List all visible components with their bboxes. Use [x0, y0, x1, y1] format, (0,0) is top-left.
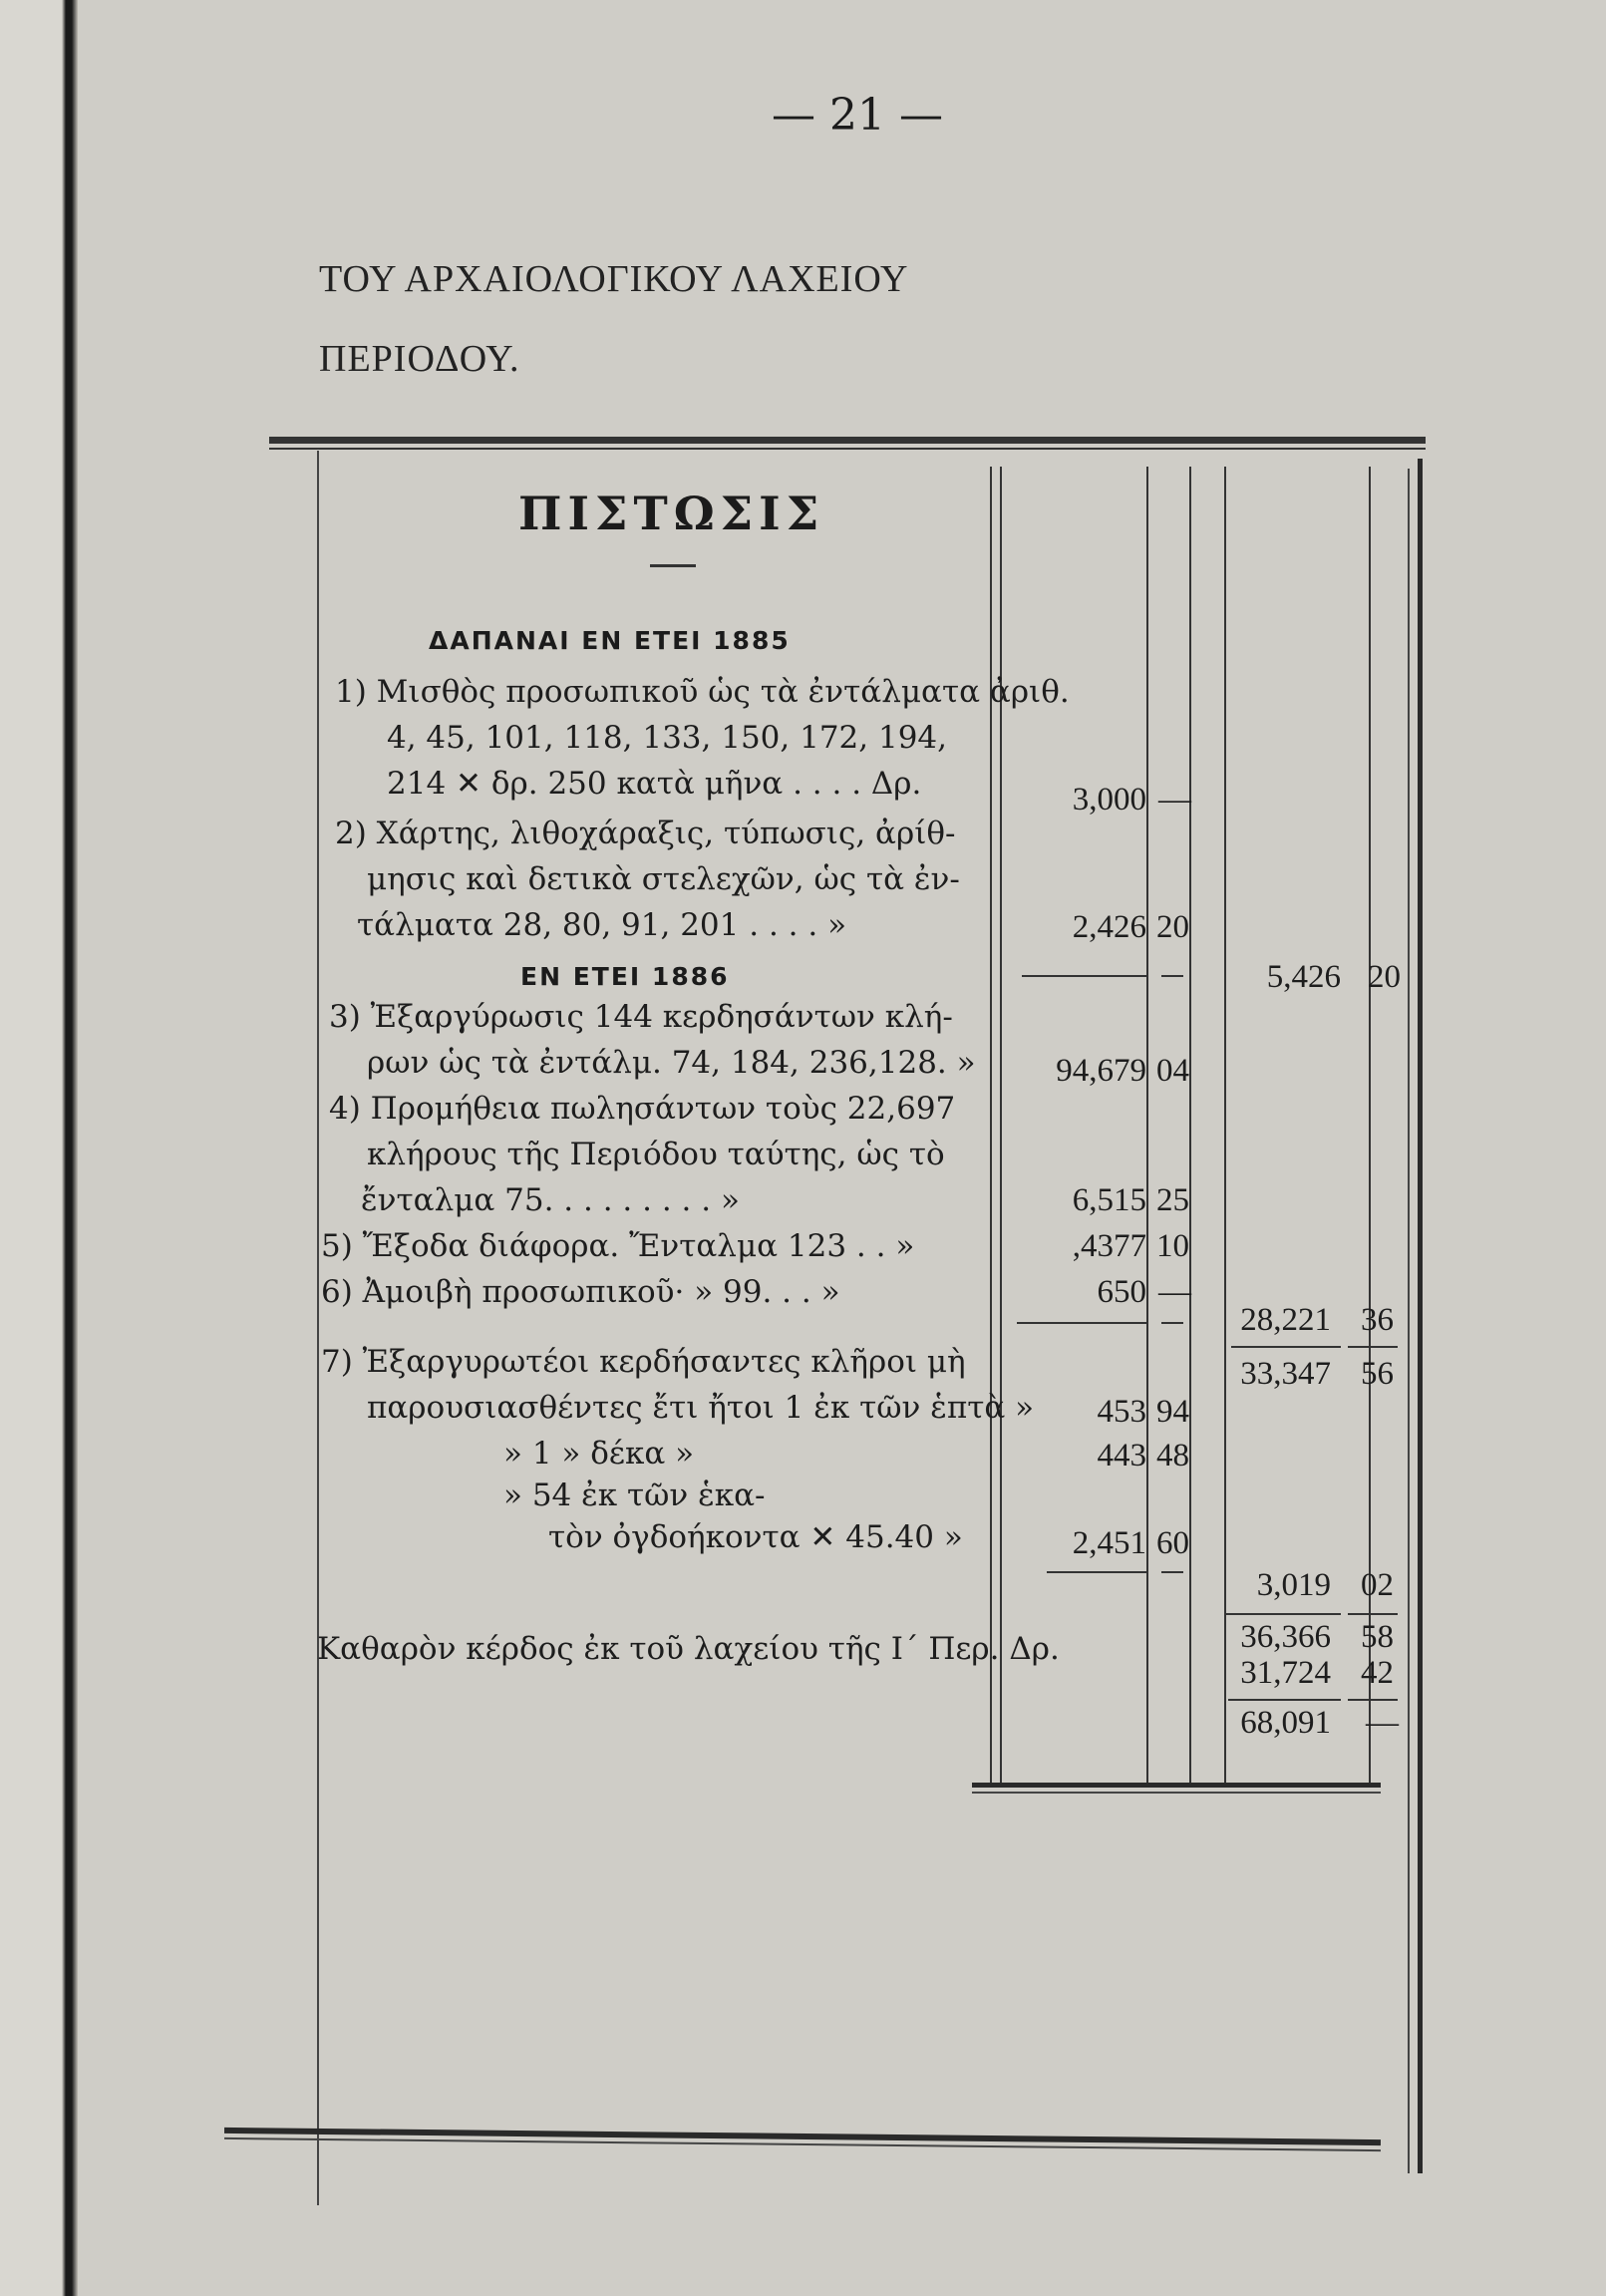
amount-main: 94,679: [1056, 1053, 1146, 1089]
amount-cents: 94: [1156, 1394, 1189, 1430]
table-closing-rule-thin: [972, 1792, 1381, 1794]
ledger-left-border: [317, 451, 319, 2205]
sum-rule: [1047, 1571, 1146, 1573]
amount-cents: 25: [1156, 1182, 1189, 1218]
total-main: 68,091: [1240, 1705, 1331, 1741]
section-heading-1885: ΔΑΠΑΝΑΙ ΕΝ ΕΤΕΙ 1885: [429, 626, 791, 655]
ledger-text-line: τάλματα 28, 80, 91, 201 . . . . »: [357, 907, 847, 943]
amount-main: 2,426: [1072, 909, 1146, 945]
sum-rule: [1348, 1346, 1398, 1348]
total-cents: 58: [1361, 1619, 1394, 1655]
amount-cents: —: [1158, 782, 1191, 818]
amount-cents: 10: [1156, 1228, 1189, 1264]
column-separator: [1189, 467, 1191, 1783]
total-main: 3,019: [1256, 1567, 1331, 1603]
ledger-title: ΠΙΣΤΩΣΙΣ: [518, 487, 825, 540]
ledger-text-line: 2) Χάρτης, λιθοχάραξις, τύπωσις, ἀρίθ-: [335, 816, 956, 851]
total-main: 28,221: [1240, 1302, 1331, 1338]
sum-rule: [1017, 1322, 1146, 1324]
total-main: 5,426: [1266, 959, 1341, 995]
ledger-text-line: 6) Ἀμοιβὴ προσωπικοῦ· » 99. . . »: [321, 1274, 840, 1310]
total-cents: 56: [1361, 1356, 1394, 1392]
amount-main: 650: [1097, 1274, 1146, 1310]
amount-main: 6,515: [1072, 1182, 1146, 1218]
total-main: 36,366: [1240, 1619, 1331, 1655]
amount-main: 2,451: [1072, 1525, 1146, 1561]
column-separator: [1000, 467, 1002, 1783]
column-separator: [1146, 467, 1148, 1783]
sum-rule: [1231, 1346, 1341, 1348]
ledger-right-border: [1418, 459, 1423, 2173]
ledger-text-line: 7) Ἐξαργυρωτέοι κερδήσαντες κλῆροι μὴ: [321, 1344, 966, 1380]
ledger-text-line: 3) Ἐξαργύρωσις 144 κερδησάντων κλή-: [329, 999, 953, 1035]
sum-rule: [1228, 1699, 1341, 1701]
ledger-text-line: κλήρους τῆς Περιόδου ταύτης, ὡς τὸ: [367, 1137, 945, 1172]
ledger-text-line: παρουσιασθέντες ἔτι ἤτοι 1 ἐκ τῶν ἑπτὰ »: [367, 1390, 1035, 1426]
ledger-text-line: 4) Προμήθεια πωλησάντων τοὺς 22,697: [329, 1091, 956, 1127]
title-underline: [650, 564, 696, 567]
total-cents: —: [1366, 1705, 1399, 1741]
total-main: 31,724: [1240, 1655, 1331, 1691]
ledger-text-line: τὸν ὀγδοήκοντα ✕ 45.40 »: [548, 1519, 963, 1555]
amount-cents: —: [1158, 1274, 1191, 1310]
amount-cents: 48: [1156, 1438, 1189, 1474]
total-cents: 20: [1368, 959, 1401, 995]
amount-main: 443: [1097, 1438, 1146, 1474]
ledger-text-line: 1) Μισθὸς προσωπικοῦ ὡς τὰ ἐντάλματα ἀριθ.: [335, 674, 1070, 710]
table-closing-rule: [972, 1783, 1381, 1788]
sum-rule: [1022, 975, 1146, 977]
sum-rule: [1161, 1322, 1183, 1324]
total-cents: 36: [1361, 1302, 1394, 1338]
amount-main: 3,000: [1072, 782, 1146, 818]
amount-main: ,4377: [1072, 1228, 1146, 1264]
ledger-top-rule: [269, 437, 1426, 444]
sum-rule: [1348, 1613, 1398, 1615]
amount-main: 453: [1097, 1394, 1146, 1430]
ledger-text-line: Καθαρὸν κέρδος ἐκ τοῦ λαχείου τῆς Ι΄ Περ. Δρ.: [317, 1631, 1060, 1667]
sum-rule: [1161, 1571, 1183, 1573]
total-cents: 42: [1361, 1655, 1394, 1691]
ledger-text-line: ἔνταλμα 75. . . . . . . . . »: [361, 1182, 740, 1218]
total-main: 33,347: [1240, 1356, 1331, 1392]
amount-cents: 04: [1156, 1053, 1189, 1089]
sum-rule: [1161, 975, 1183, 977]
total-cents: 02: [1361, 1567, 1394, 1603]
sum-rule: [1348, 1699, 1398, 1701]
ledger-text-line: 4, 45, 101, 118, 133, 150, 172, 194,: [387, 720, 947, 756]
sum-rule: [1226, 1613, 1341, 1615]
column-separator: [990, 467, 992, 1783]
ledger-top-rule-thin: [269, 448, 1426, 450]
page-binding-edge: [0, 0, 78, 2296]
ledger-text-line: » 1 » δέκα »: [503, 1436, 695, 1472]
page-heading-line-2: ΠΕΡΙΟΔΟΥ.: [319, 338, 520, 380]
page-number: — 21 —: [772, 90, 943, 141]
ledger-text-line: 214 ✕ δρ. 250 κατὰ μῆνα . . . . Δρ.: [387, 766, 922, 802]
page-heading-line-1: ΤΟΥ ΑΡΧΑΙΟΛΟΓΙΚΟΥ ΛΑΧΕΙΟΥ: [319, 258, 909, 300]
ledger-text-line: ρων ὡς τὰ ἐντάλμ. 74, 184, 236,128. »: [367, 1045, 976, 1081]
ledger-text-line: 5) Ἔξοδα διάφορα. Ἔνταλμα 123 . . »: [321, 1228, 915, 1264]
ledger-text-line: » 54 ἐκ τῶν ἑκα-: [503, 1477, 766, 1513]
ledger-text-line: μησις καὶ δετικὰ στελεχῶν, ὡς τὰ ἐν-: [367, 861, 960, 897]
amount-cents: 20: [1156, 909, 1189, 945]
section-heading-1886: ΕΝ ΕΤΕΙ 1886: [520, 962, 730, 991]
ledger-right-border-thin: [1408, 469, 1410, 2173]
amount-cents: 60: [1156, 1525, 1189, 1561]
